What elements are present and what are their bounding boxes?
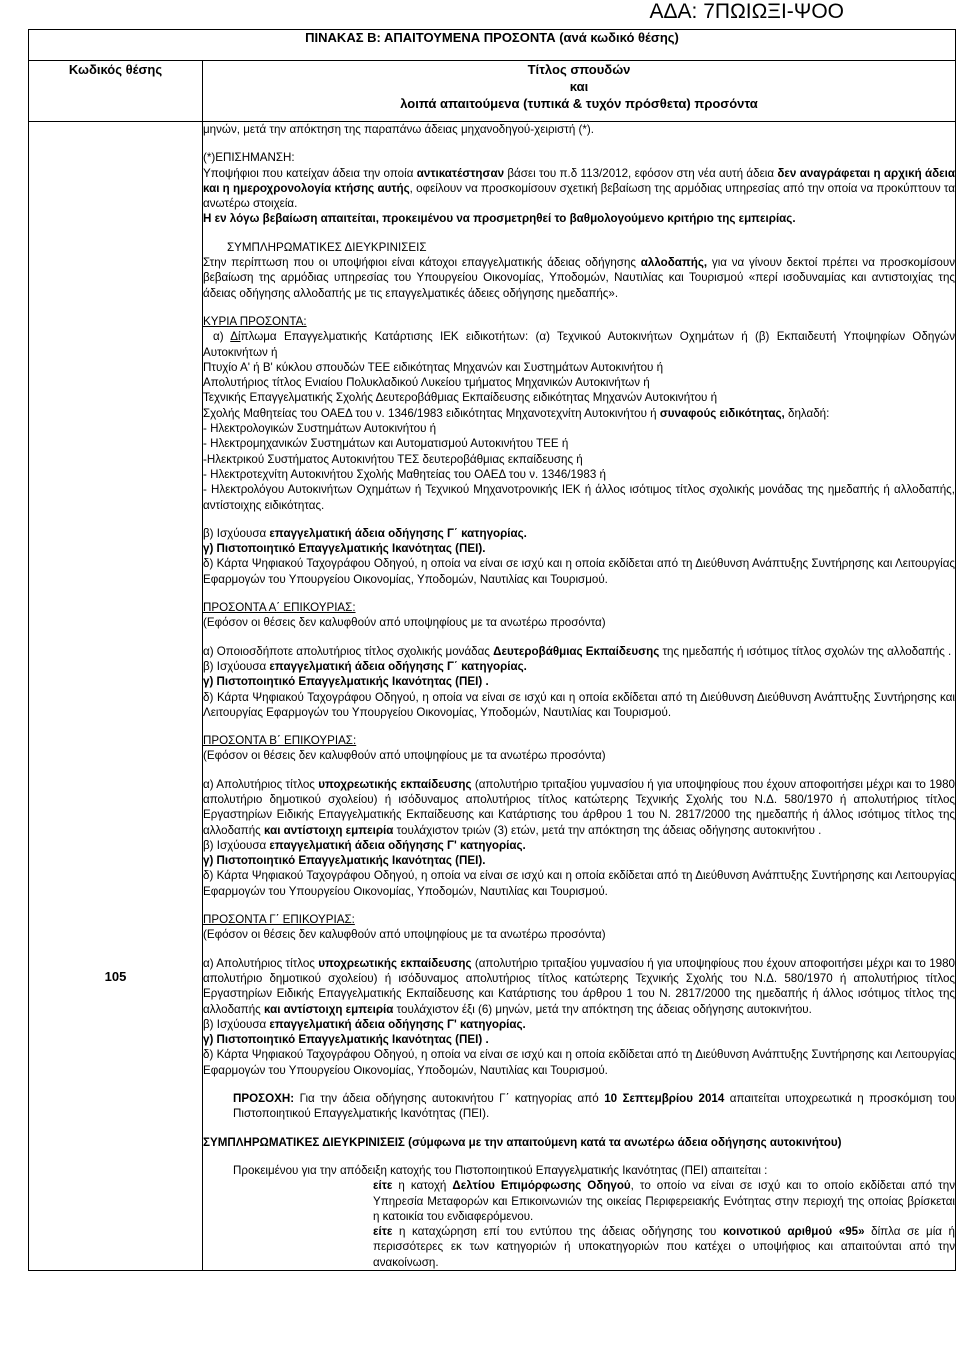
- epikB-g: γ) Πιστοποιητικό Επαγγελματικής Ικανότητας (ΠΕΙ).: [203, 854, 486, 868]
- position-code-value: 105: [104, 968, 127, 984]
- epikA-sub: (Εφόσον οι θέσεις δεν καλυφθούν από υποψηφίους με τα ανωτέρω προσόντα): [203, 616, 606, 630]
- kyria-l1: Πτυχίο Α' ή Β' κύκλου σπουδών ΤΕΕ ειδικότητας Μηχανών και Συστημάτων Αυτοκινήτου ή: [203, 360, 664, 374]
- requirements-table: [28, 29, 956, 1271]
- supp2-either1: είτε η κατοχή Δελτίου Επιμόρφωσης Οδηγού, το οποίο να είναι σε ισχύ και το οποίο εκδίδεται από την Υπηρεσία Μεταφορών και Επικοινωνιών της οικείας Περιφερειακής Ενότητας στην περιοχή της οποίας βρίσκεται η κατοικία του ενδιαφερόμενου.: [373, 1179, 955, 1223]
- supp1-title: ΣΥΜΠΛΗΡΩΜΑΤΙΚΕΣ ΔΙΕΥΚΡΙΝΙΣΕΙΣ: [227, 240, 427, 254]
- epikB-b: β) Ισχύουσα επαγγελματική άδεια οδήγησης Γ' κατηγορίας.: [203, 838, 526, 852]
- kyria-d2: - Ηλεκτρομηχανικών Συστημάτων και Αυτοματισμού Αυτοκινήτου ΤΕΕ ή: [203, 437, 569, 451]
- table-title: ΠΙΝΑΚΑΣ Β: ΑΠΑΙΤΟΥΜΕΝΑ ΠΡΟΣΟΝΤΑ (ανά κωδικό θέσης): [29, 30, 956, 61]
- header-title: [203, 61, 956, 122]
- epikG-d: δ) Κάρτα Ψηφιακού Ταχογράφου Οδηγού, η οποία να είναι σε ισχύ και η οποία εκδίδεται από τη Διεύθυνση Ανάπτυξης Συντήρησης και Λειτουργίας Εφαρμογών του Υπουργείου Οικονομίας, Υποδομών, Ναυτιλίας και Τουρισμού.: [203, 1048, 955, 1077]
- kyria-title: ΚΥΡΙΑ ΠΡΟΣΟΝΤΑ:: [203, 314, 307, 328]
- epikB-sub: (Εφόσον οι θέσεις δεν καλυφθούν από υποψηφίους με τα ανωτέρω προσόντα): [203, 749, 606, 763]
- requirements-cell: [203, 122, 956, 1271]
- kyria-d1: - Ηλεκτρολογικών Συστημάτων Αυτοκινήτου ή: [203, 422, 437, 436]
- kyria-d3: -Ηλεκτρικού Συστήματος Αυτοκινήτου ΤΕΣ δευτεροβάθμιας εκπαίδευσης ή: [203, 452, 583, 466]
- kyria-d4: - Ηλεκτροτεχνίτη Αυτοκινήτου Σχολής Μαθητείας του ΟΑΕΔ του ν. 1346/1983 ή: [203, 467, 606, 481]
- kyria-g: γ) Πιστοποιητικό Επαγγελματικής Ικανότητας (ΠΕΙ).: [203, 542, 486, 556]
- epikG-b: β) Ισχύουσα επαγγελματική άδεια οδήγησης Γ' κατηγορίας.: [203, 1017, 526, 1031]
- epikA-b: β) Ισχύουσα επαγγελματική άδεια οδήγησης Γ΄ κατηγορίας.: [203, 659, 527, 673]
- kyria-d: δ) Κάρτα Ψηφιακού Ταχογράφου Οδηγού, η οποία να είναι σε ισχύ και η οποία εκδίδεται από τη Διεύθυνση Ανάπτυξης Συντήρησης και Λειτουργίας Εφαρμογών του Υπουργείου Οικονομίας, Υποδομών, Ναυτιλίας και Τουρισμού.: [203, 557, 955, 586]
- epikB-d: δ) Κάρτα Ψηφιακού Ταχογράφου Οδηγού, η οποία να είναι σε ισχύ και η οποία εκδίδεται από τη Διεύθυνση Ανάπτυξης Συντήρησης και Λειτουργίας Εφαρμογών του Υπουργείου Οικονομίας, Υποδομών, Ναυτιλίας και Τουρισμού.: [203, 869, 955, 898]
- kyria-l2: Απολυτήριος τίτλος Ενιαίου Πολυκλαδικού Λυκείου τμήματος Μηχανικών Αυτοκινήτων ή: [203, 376, 650, 390]
- prosoxi: ΠΡΟΣΟΧΗ: Για την άδεια οδήγησης αυτοκινήτου Γ΄ κατηγορίας από 10 Σεπτεμβρίου 2014 απαιτείται υποχρεωτικά η προσκόμιση του Πιστοποιητικού Επαγγελματικής Ικανότητας (ΠΕΙ).: [233, 1092, 956, 1121]
- epikB-a: α) Απολυτήριος τίτλος υποχρεωτικής εκπαίδευσης (απολυτήριο τριταξίου γυμνασίου ή για υποψηφίους που έχουν αποφοιτήσει μέχρι και το 1980 απολυτήριο δημοτικού σχολείου) ή ισόδυναμος απολυτήριος τίτλος κατώτερης Τεχνικής Σχολής του Ν.Δ. 580/1970 ή απολυτήριος τίτλος Εργαστηρίων Ειδικής Επαγγελματικής Εκπαίδευσης και Κατάρτισης του άρθρου 1 του Ν. 2817/2000 της ημεδαπής ή άλλος ισότιμος τίτλος της αλλοδαπής και αντίστοιχη εμπειρία τουλάχιστον τριών (3) ετών, μετά την απόκτηση της άδειας οδήγησης αυτοκινήτου .: [203, 777, 955, 837]
- epikG-title: ΠΡΟΣΟΝΤΑ Γ΄ ΕΠΙΚΟΥΡΙΑΣ:: [203, 913, 355, 927]
- table-row: [29, 122, 956, 1271]
- epikA-a: α) Οποιοσδήποτε απολυτήριος τίτλος σχολικής μονάδας Δευτεροβάθμιας Εκπαίδευσης της ημεδαπής ή ισότιμος τίτλος σχολών της αλλοδαπής .: [203, 644, 952, 658]
- kyria-l3: Τεχνικής Επαγγελματικής Σχολής Δευτεροβάθμιας Εκπαίδευσης ειδικότητας Μηχανών Αυτοκινήτου ή: [203, 391, 718, 405]
- kyria-a: α) Δίπλωμα Επαγγελματικής Κατάρτισης ΙΕΚ ειδικοτήτων: (α) Τεχνικού Αυτοκινήτων Οχημάτων ή (β) Εκπαιδευτή Υποψηφίων Οδηγών Αυτοκινήτων ή: [203, 330, 955, 359]
- supp2-either2: είτε η καταχώρηση επί του εντύπου της άδειας οδήγησης του κοινοτικού αριθμού «95» δίπλα σε μία ή περισσότερες εκ των κατηγοριών ή υποκατηγοριών που κατέχει ο υποψήφιος και απαιτούνται από την ανακοίνωση.: [373, 1225, 956, 1269]
- header-code: Κωδικός θέσης: [29, 61, 203, 122]
- supp2-intro: Προκειμένου για την απόδειξη κατοχής του Πιστοποιητικού Επαγγελματικής Ικανότητας (ΠΕΙ) απαιτείται :: [233, 1163, 768, 1177]
- kyria-b: β) Ισχύουσα επαγγελματική άδεια οδήγησης Γ΄ κατηγορίας.: [203, 526, 527, 540]
- table-header-row: [29, 61, 956, 122]
- epikG-g: γ) Πιστοποιητικό Επαγγελματικής Ικανότητας (ΠΕΙ) .: [203, 1033, 489, 1047]
- header-title-line3: λοιπά απαιτούμενα (τυπικά & τυχόν πρόσθετα) προσόντα: [400, 96, 758, 111]
- epikA-d: δ) Κάρτα Ψηφιακού Ταχογράφου Οδηγού, η οποία να είναι σε ισχύ και η οποία εκδίδεται από τη Διεύθυνση Διεύθυνση Ανάπτυξης Συντήρησης και Λειτουργίας Εφαρμογών του Υπουργείου Οικονομίας, Υποδομών, Ναυτιλίας και Τουρισμού.: [203, 690, 955, 719]
- table-title-row: [29, 30, 956, 61]
- supp1-text: Στην περίπτωση που οι υποψήφιοι είναι κάτοχοι επαγγελματικής άδειας οδήγησης αλλοδαπής, για να γίνουν δεκτοί πρέπει να προσκομίσουν βεβαίωση της αρμόδιας υπηρεσίας του Υπουργείου Οικονομίας, Υποδομών, Ναυτιλίας και Τουρισμού «περί ισοδυναμίας και αντιστοιχίας της άδειας οδήγησης αλλοδαπής με τις επαγγελματικές άδειες οδήγησης ημεδαπής».: [203, 256, 955, 300]
- position-code: [29, 122, 203, 1271]
- epikB-title: ΠΡΟΣΟΝΤΑ Β΄ ΕΠΙΚΟΥΡΙΑΣ:: [203, 734, 357, 748]
- epikA-g: γ) Πιστοποιητικό Επαγγελματικής Ικανότητας (ΠΕΙ) .: [203, 675, 489, 689]
- note-text: Υποψήφιοι που κατείχαν άδεια την οποία αντικατέστησαν βάσει του π.δ 113/2012, εφόσον στη νέα αυτή άδεια δεν αναγράφεται η αρχική άδεια και η ημεροχρονολογία κτήσης αυτής, οφείλουν να προσκομίσουν σχετική βεβαίωση της αρμόδιας υπηρεσίας από την οποία να προκύπτουν τα ανωτέρω στοιχεία.: [203, 166, 956, 211]
- kyria-l4: Σχολής Μαθητείας του ΟΑΕΔ του ν. 1346/1983 ειδικότητας Μηχανοτεχνίτη Αυτοκινήτου ή συναφούς ειδικότητας, δηλαδή:: [203, 406, 830, 420]
- supp2-title: ΣΥΜΠΛΗΡΩΜΑΤΙΚΕΣ ΔΙΕΥΚΡΙΝΙΣΕΙΣ (σύμφωνα με την απαιτούμενη κατά τα ανωτέρω άδεια οδήγησης αυτοκινήτου): [203, 1135, 842, 1149]
- epikG-a: α) Απολυτήριος τίτλος υποχρεωτικής εκπαίδευσης (απολυτήριο τριταξίου γυμνασίου ή για υποψηφίους που έχουν αποφοιτήσει μέχρι και το 1980 απολυτήριο δημοτικού σχολείου) ή ισόδυναμος απολυτήριος τίτλος κατώτερης Τεχνικής Σχολής του Ν.Δ. 580/1970 ή απολυτήριος τίτλος Εργαστηρίων Ειδικής Επαγγελματικής Εκπαίδευσης και Κατάρτισης του άρθρου 1 του Ν. 2817/2000 της ημεδαπής ή άλλος ισότιμος τίτλος της αλλοδαπής και αντίστοιχη εμπειρία τουλάχιστον έξι (6) μηνών, μετά την απόκτηση της άδειας οδήγησης αυτοκινήτου.: [203, 956, 955, 1016]
- note-title: (*)ΕΠΙΣΗΜΑΝΣΗ:: [203, 151, 295, 165]
- kyria-d5: - Ηλεκτρολόγου Αυτοκινήτων Οχημάτων ή Τεχνικού Μηχανοτρονικής ΙΕΚ ή άλλος ισότιμος τίτλος σχολικής μονάδας της ημεδαπής ή αλλοδαπής, αντίστοιχης ειδικότητας.: [203, 483, 955, 512]
- epikA-title: ΠΡΟΣΟΝΤΑ Α΄ ΕΠΙΚΟΥΡΙΑΣ:: [203, 601, 356, 615]
- epikG-sub: (Εφόσον οι θέσεις δεν καλυφθούν από υποψηφίους με τα ανωτέρω προσόντα): [203, 928, 606, 942]
- header-title-line1: Τίτλος σπουδών: [527, 62, 631, 77]
- ada-code: ΑΔΑ: 7ΠΩΙΩΞΙ-ΨΟΟ: [649, 0, 844, 23]
- note-bold: Η εν λόγω βεβαίωση απαιτείται, προκειμένου να προσμετρηθεί το βαθμολογούμενο κριτήριο της εμπειρίας.: [203, 212, 796, 226]
- intro-continuation: μηνών, μετά την απόκτηση της παραπάνω άδειας μηχανοδηγού-χειριστή (*).: [203, 123, 594, 136]
- header-title-line2: και: [569, 79, 589, 94]
